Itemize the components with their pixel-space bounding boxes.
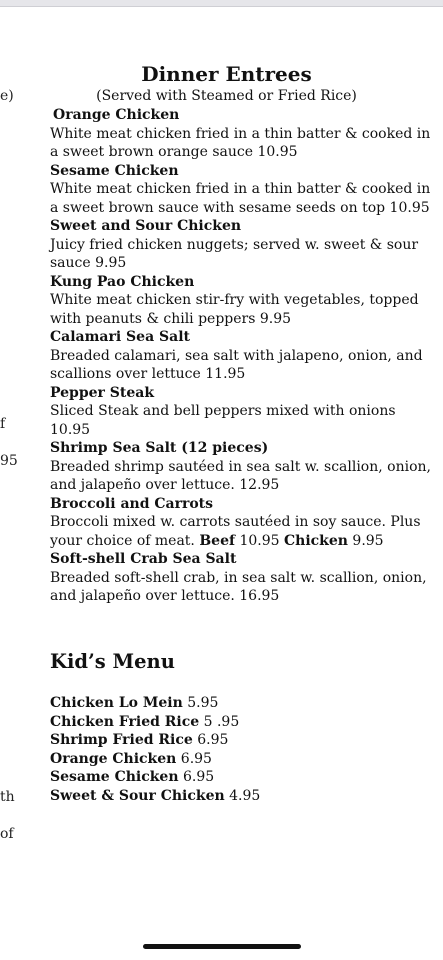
menu-item-name: Calamari Sea Salt <box>50 329 190 345</box>
section-subtitle: (Served with Steamed or Fried Rice) <box>96 88 357 104</box>
menu-item-description: Breaded shrimp sautéed in sea salt w. scallion, onion, and jalapeño over lettuce. 12.95 <box>50 458 431 493</box>
menu-item <box>50 384 435 440</box>
meat-option-price: 10.95 <box>239 532 280 549</box>
kids-menu-item <box>50 768 260 787</box>
menu-item <box>50 217 435 273</box>
kids-menu-title: Kid’s Menu <box>50 650 175 673</box>
kids-menu-item <box>50 750 260 769</box>
menu-item <box>50 273 435 329</box>
menu-item-name: Soft-shell Crab Sea Salt <box>50 551 237 567</box>
menu-item <box>50 328 435 384</box>
menu-item-description: Breaded calamari, sea salt with jalapeno, onion, and scallions over lettuce 11.95 <box>50 347 423 382</box>
menu-item-description: White meat chicken fried in a thin batter & cooked in a sweet brown sauce with sesame seeds on top 10.95 <box>50 181 431 216</box>
kids-item-name: Sesame Chicken <box>50 769 179 785</box>
menu-item-description: Breaded soft-shell crab, in sea salt w. scallion, onion, and jalapeño over lettuce. 16.95 <box>50 569 427 604</box>
menu-item-description: Juicy fried chicken nuggets; served w. sweet & sour sauce 9.95 <box>50 236 419 271</box>
kids-item-name: Sweet & Sour Chicken <box>50 787 225 804</box>
kids-menu-list <box>50 694 260 805</box>
menu-item-name: Sweet and Sour Chicken <box>50 218 242 234</box>
cutoff-text-fragment: e) <box>0 88 14 104</box>
meat-option-label: Chicken <box>284 532 348 549</box>
home-indicator-bar[interactable] <box>143 944 301 949</box>
kids-menu-item <box>50 731 260 750</box>
menu-item-name: Kung Pao Chicken <box>50 273 195 290</box>
kids-item-name: Orange Chicken <box>50 750 177 767</box>
kids-item-price: 5 .95 <box>203 713 240 730</box>
cutoff-text-fragment: of <box>0 826 14 842</box>
kids-item-price: 5.95 <box>187 695 219 711</box>
menu-item-description: White meat chicken stir-fry with vegetables, topped with peanuts & chili peppers 9.95 <box>50 292 419 327</box>
menu-item <box>50 162 435 218</box>
menu-item <box>50 106 435 162</box>
menu-item-name: Broccoli and Carrots <box>50 495 214 512</box>
entree-list <box>50 106 435 606</box>
menu-item-description: Sliced Steak and bell peppers mixed with onions 10.95 <box>50 403 396 438</box>
kids-item-name: Chicken Fried Rice <box>50 713 200 730</box>
menu-item-name: Pepper Steak <box>50 384 155 401</box>
kids-item-price: 4.95 <box>229 787 261 804</box>
meat-option-price: 9.95 <box>352 532 384 549</box>
kids-item-name: Shrimp Fried Rice <box>50 732 193 748</box>
top-status-strip <box>0 0 443 7</box>
menu-item-description: White meat chicken fried in a thin batter & cooked in a sweet brown orange sauce 10.95 <box>50 125 431 160</box>
kids-menu-item <box>50 787 260 806</box>
menu-item <box>50 550 435 606</box>
kids-menu-item <box>50 694 260 713</box>
meat-option-label: Beef <box>199 532 236 549</box>
kids-item-price: 6.95 <box>180 750 212 767</box>
cutoff-text-fragment: th <box>0 789 15 805</box>
menu-item-name: Sesame Chicken <box>50 162 179 179</box>
menu-item-description <box>50 513 435 550</box>
menu-item-name: Shrimp Sea Salt (12 pieces) <box>50 440 269 456</box>
menu-item-name: Orange Chicken <box>53 107 180 123</box>
kids-item-name: Chicken Lo Mein <box>50 695 183 711</box>
kids-item-price: 6.95 <box>197 732 229 748</box>
kids-menu-item <box>50 713 260 732</box>
menu-item <box>50 495 435 551</box>
cutoff-text-fragment: 95 <box>0 453 18 469</box>
menu-item-description-text: Broccoli mixed w. carrots sautéed in soy sauce. Plus your choice of meat. <box>50 514 421 549</box>
cutoff-text-fragment: f <box>0 416 6 432</box>
kids-item-price: 6.95 <box>182 769 215 785</box>
section-title: Dinner Entrees <box>141 62 312 86</box>
menu-item <box>50 439 435 495</box>
